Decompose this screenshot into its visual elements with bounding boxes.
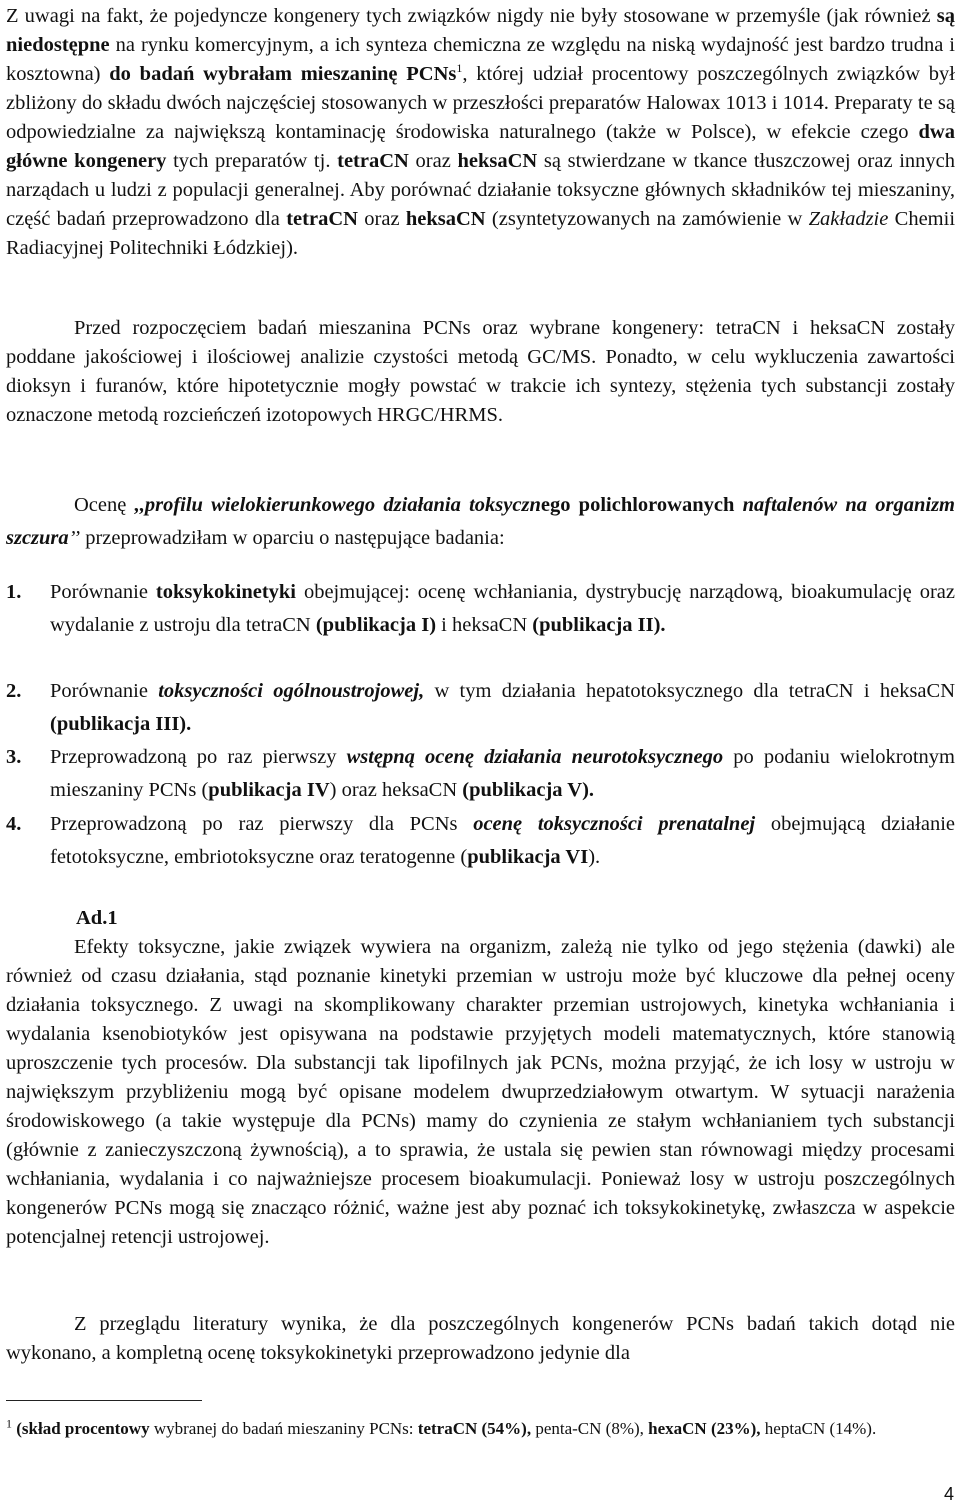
list-number: 4. bbox=[6, 813, 22, 835]
text-bold: hexaCN (23%), bbox=[648, 1419, 761, 1438]
list-item bbox=[6, 576, 955, 642]
text: , której udział procentowy poszczególnych związków był zbliżony do składu dwóch najczęściej stosowanych w przeszłości preparatów Halowax 1013 i 1014. Preparaty te są odpowiedzialne za największą kontaminację środowiska naturalnego (także w Polsce), w efekcie czego bbox=[6, 63, 955, 143]
paragraph-2: Przed rozpoczęciem badań mieszanina PCNs oraz wybrane kongenery: tetraCN i heksaCN zostały poddane jakościowej i ilościowej analizie czystości metodą GC/MS. Ponadto, w celu wykluczenia zawartości dioksyn i furanów, które hipotetycznie mogły powstać w trakcie ich syntezy, stężenia tych substancji zostały oznaczone metodą rozcieńczeń izotopowych HRGC/HRMS. bbox=[6, 317, 955, 426]
list-item bbox=[6, 741, 955, 807]
text-italic: Zakładzie bbox=[808, 208, 889, 230]
text: przeprowadziłam w oparciu o następujące badania: bbox=[80, 527, 505, 549]
text-bold-italic: toksyczności ogólnoustrojowej, bbox=[158, 680, 425, 702]
list-number: 3. bbox=[6, 746, 22, 768]
text-italic: ’’ bbox=[68, 527, 81, 549]
text: penta-CN (8%), bbox=[531, 1419, 649, 1438]
text-bold: tetraCN bbox=[337, 150, 409, 172]
text: obejmującą działanie fetotoksyczne, embriotoksyczne oraz teratogenne ( bbox=[50, 813, 955, 868]
text: w tym działania hepatotoksycznego dla tetraCN i heksaCN bbox=[424, 680, 955, 702]
text-bold: (skład procentowy bbox=[12, 1419, 150, 1438]
list-text bbox=[50, 675, 955, 741]
text-bold: (publikacja V). bbox=[462, 779, 595, 801]
text-bold: ego polichlorowanych bbox=[540, 494, 735, 516]
text-bold: heksaCN bbox=[457, 150, 538, 172]
text: po podaniu wielokrotnym mieszaniny PCNs ( bbox=[50, 746, 955, 801]
text-bold-italic: ocenę toksyczności prenatalnej bbox=[473, 813, 756, 835]
text: ) oraz heksaCN bbox=[329, 779, 463, 801]
paragraph-4: Efekty toksyczne, jakie związek wywiera na organizm, zależą nie tylko od jego stężenia (dawki) ale również od czasu działania, stąd poznanie kinetyki przemian w ustroju może być kluczowe dla pełnej oceny działania toksycznego. Z uwagi na skomplikowany charakter przemian ustrojowych, kinetyka wchłaniania i wydalania ksenobiotyków jest opisywana na podstawie przyjętych modeli matematycznych, które stanowią uproszczenie tych procesów. Dla substancji tak lipofilnych jak PCNs, można przyjąć, że ich losy w ustroju w największym przybliżeniu mogą być opisane modelem dwuprzedziałowym otwartym. W sytuacji narażenia środowiskowego (a takie występuje dla PCNs) mamy do czynienia ze stałym wchłanianiem tych substancji (głównie z zanieczyszczoną żywnością), a to sprawia, że ustala się pewien stan równowagi między procesami wchłaniania, wydalania i co najważniejsze procesem bioakumulacji. Ponieważ losy w ustroju poszczególnych kongenerów PCNs mogą się znacząco różnić, ważne jest aby poznać ich toksykokinetykę, zwłaszcza w aspekcie potencjalnej retencji ustrojowej. bbox=[6, 936, 955, 1248]
footnote bbox=[6, 1414, 955, 1443]
footnote-rule bbox=[6, 1400, 202, 1401]
page-number: 4 bbox=[943, 1484, 954, 1504]
footnote-marker: 1 bbox=[6, 1416, 12, 1431]
text: Przeprowadzoną po raz pierwszy bbox=[50, 746, 347, 768]
text-bold-italic: ,,profilu wielokierunkowego działania toksyczn bbox=[134, 494, 541, 516]
text-bold: (publikacja II). bbox=[532, 614, 666, 636]
text-bold: publikacja IV bbox=[208, 779, 330, 801]
text-bold-italic: wstępną ocenę działania neurotoksycznego bbox=[346, 746, 724, 768]
text: Z uwagi na fakt, że pojedyncze kongenery tych związków nigdy nie były stosowane w przemyśle (jak również bbox=[6, 5, 937, 27]
paragraph-1 bbox=[6, 2, 955, 263]
footnote-ref: 1 bbox=[456, 61, 463, 76]
list-number: 1. bbox=[6, 581, 22, 603]
list-text bbox=[50, 808, 955, 874]
text: (zsyntetyzowanych na zamówienie w bbox=[485, 208, 809, 230]
text-bold: tetraCN bbox=[286, 208, 358, 230]
paragraph-3 bbox=[6, 489, 955, 555]
text-bold-italic: naftalenów na organizm szczura bbox=[6, 494, 955, 549]
text: ). bbox=[588, 846, 601, 868]
text: Porównanie bbox=[50, 680, 159, 702]
text-bold: publikacja VI bbox=[467, 846, 589, 868]
text-bold: toksykokinetyki bbox=[155, 581, 297, 603]
text-bold: (publikacja III). bbox=[50, 713, 192, 735]
list-item bbox=[6, 808, 955, 874]
text-bold: heksaCN bbox=[405, 208, 486, 230]
text: Ocenę bbox=[74, 494, 135, 516]
text-bold: (publikacja I) bbox=[315, 614, 437, 636]
list-text bbox=[50, 576, 955, 642]
text: i heksaCN bbox=[436, 614, 533, 636]
text: heptaCN (14%). bbox=[760, 1419, 877, 1438]
text-bold: są niedostępne bbox=[6, 5, 955, 56]
text: wybranej do badań mieszaniny PCNs: bbox=[149, 1419, 418, 1438]
text: oraz bbox=[357, 208, 406, 230]
section-heading: Ad.1 bbox=[76, 907, 118, 929]
text: oraz bbox=[408, 150, 458, 172]
text-bold: dwa główne kongenery bbox=[6, 121, 955, 172]
text-bold: do badań wybrałam mieszaninę PCNs bbox=[109, 63, 457, 85]
list-number: 2. bbox=[6, 680, 22, 702]
text: obejmującej: ocenę wchłaniania, dystrybucję narządową, bioakumulację oraz wydalanie z ustroju dla tetraCN bbox=[50, 581, 955, 636]
text: Chemii Radiacyjnej Politechniki Łódzkiej). bbox=[6, 208, 956, 259]
list-item bbox=[6, 675, 955, 741]
list-text bbox=[50, 741, 955, 807]
text-bold: tetraCN (54%), bbox=[417, 1419, 532, 1438]
text: są stwierdzane w tkance tłuszczowej oraz innych narządach u ludzi z populacji generalnej. Aby porównać działanie toksyczne głównych składników tej mieszaniny, część badań przeprowadzono dla bbox=[6, 150, 956, 230]
text: Porównanie bbox=[50, 581, 156, 603]
paragraph-5: Z przeglądu literatury wynika, że dla poszczególnych kongenerów PCNs badań takich dotąd nie wykonano, a kompletną ocenę toksykokinetyki przeprowadzono jedynie dla bbox=[6, 1313, 955, 1364]
text: Przeprowadzoną po raz pierwszy dla PCNs bbox=[50, 813, 474, 835]
text: na rynku komercyjnym, a ich synteza chemiczna ze względu na niską wydajność jest bardzo trudna i kosztowna) bbox=[6, 34, 955, 85]
text: tych preparatów tj. bbox=[166, 150, 338, 172]
